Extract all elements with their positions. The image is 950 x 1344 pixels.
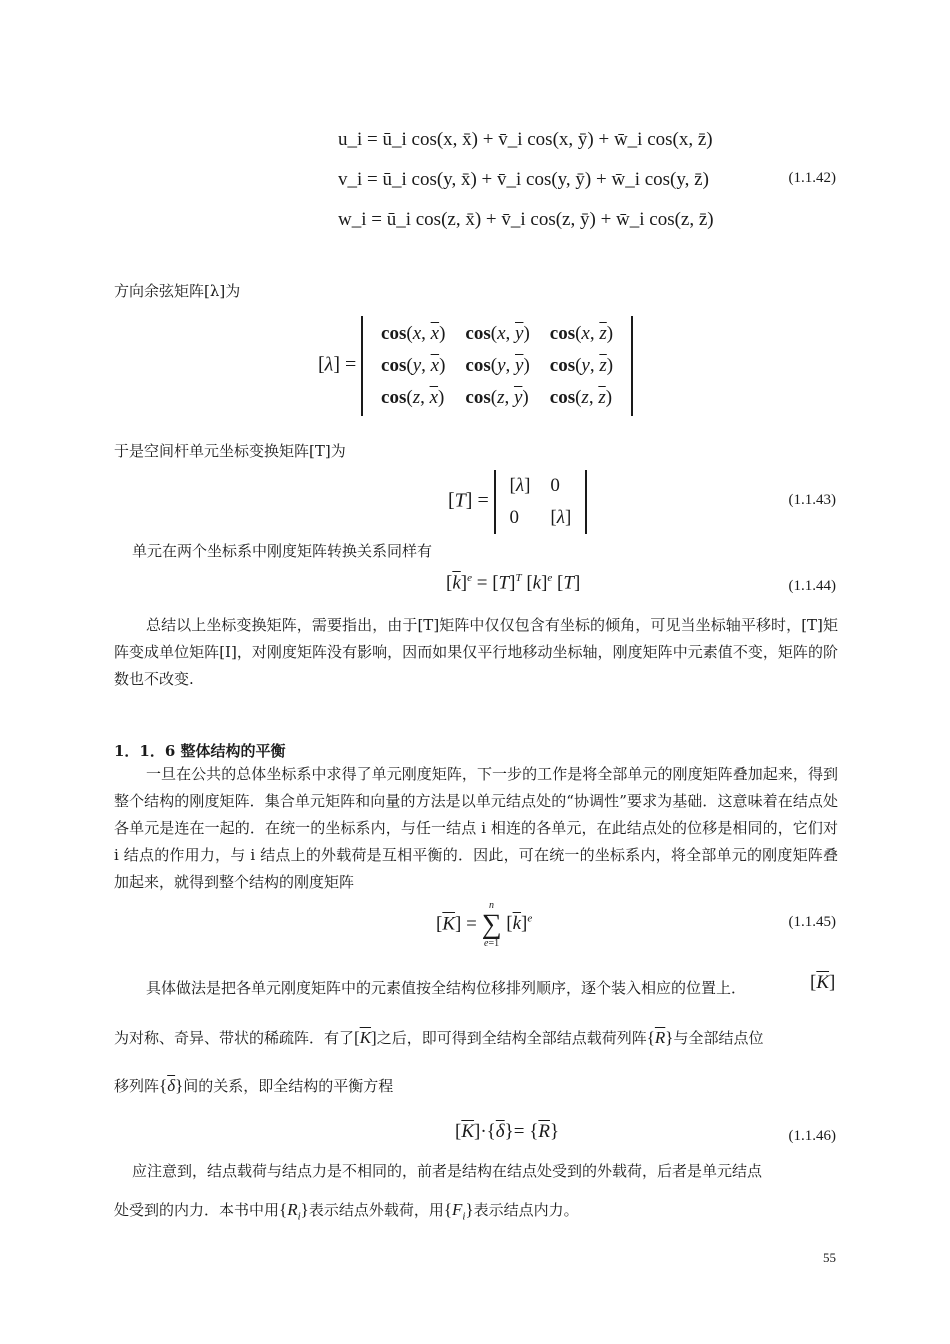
- note-text: 处受到的内力．本书中用: [114, 1201, 280, 1219]
- note-text: 表示结点外载荷，用: [308, 1201, 444, 1219]
- stiffness-intro-text: 单元在两个坐标系中刚度矩阵转换关系同样有: [132, 542, 433, 560]
- equation-row: u_i = ū_i cos(x, x̄) + v̄_i cos(x, ȳ) + w̄_i cos(x, z̄): [338, 129, 713, 150]
- transform-matrix: [λ] 0 0 [λ]: [494, 470, 588, 534]
- equation-number: (1.1.46): [788, 1128, 836, 1144]
- equation-row: w_i = ū_i cos(z, x̄) + v̄_i cos(z, ȳ) + w̄_i cos(z, z̄): [338, 209, 714, 230]
- section-paragraph: 一旦在公共的总体坐标系中求得了单元刚度矩阵，下一步的工作是将全部单元的刚度矩阵叠加起来，得到整个结构的刚度矩阵．集合单元矩阵和向量的方法是以单元结点处的“协调性”要求为基础．这意味着在结点处各单元是连在一起的．在统一的坐标系内，与任一结点 i 相连的各单元，在此结点处的位移是相同的，它们对 i 结点的作用力，与 i 结点上的外载荷是互相平衡的．因此，可在统一的坐标系内，将全部单元的刚度矩阵叠加起来，就得到整个结构的刚度矩阵: [114, 765, 838, 891]
- equation-number: (1.1.45): [788, 914, 836, 930]
- equation-number: (1.1.42): [788, 170, 836, 186]
- equation-number: (1.1.43): [788, 492, 836, 508]
- note-paragraph-line-1: 应注意到，结点载荷与结点力是不相同的，前者是结构在结点处受到的外载荷，后者是单元结点: [132, 1162, 763, 1180]
- equation-1-1-45: $[\overline{K}]$ = n ∑ e=1 $[\overline{k}]^e$: [436, 900, 533, 949]
- method-text: 具体做法是把各单元刚度矩阵中的元素值按全结构位移排列顺序，逐个装入相应的位置上．: [146, 979, 747, 997]
- r-symbol: $\{\overline{R}\}$: [646, 1028, 674, 1047]
- equation-1-1-42: [338, 120, 714, 240]
- method-text: 移列阵: [114, 1077, 160, 1095]
- fi-symbol: $\{F_i\}$: [443, 1200, 474, 1223]
- summary-paragraph: 总结以上坐标变换矩阵，需要指出，由于[T]矩阵中仅仅包含有坐标的倾角，可见当坐标轴平移时，[T]矩阵变成单位矩阵[I]，对刚度矩阵没有影响，因而如果仅平行地移动坐标轴，刚度矩阵中元素值不变，矩阵的阶数也不改变.: [114, 616, 838, 688]
- method-paragraph-line-2: [114, 1024, 838, 1052]
- lambda-matrix-equation: [λ] = cos(x, $\overline{x}$) cos(x, $\overline{y}$) cos(x, $\overline{z}$) cos(y, $\overline{x}$) cos(y, $\overline{y}$) cos(y, $\overline{z}$) cos(z, $\overline{x}$) cos(z, $\overline{y}$) cos(z, $\overline{z}$): [318, 316, 633, 416]
- ri-symbol: $\{R_i\}$: [279, 1200, 309, 1223]
- k-symbol: $[\overline{K}]$: [810, 972, 836, 993]
- section-heading: 1．1．6 整体结构的平衡: [114, 742, 286, 760]
- method-text: 之后，即可得到全结构全部结点载荷列阵: [376, 1029, 647, 1047]
- equation-number: (1.1.44): [788, 578, 836, 594]
- method-text: 间的关系，即全结构的平衡方程: [183, 1077, 394, 1095]
- method-paragraph-line-1: [114, 975, 814, 1002]
- equation-1-1-44: $[\overline{k}]^e = [T]^T$ $[k]^e$ [T]: [446, 572, 581, 594]
- method-text: 与全部结点位: [673, 1029, 764, 1047]
- method-paragraph-line-3: [114, 1072, 838, 1100]
- equation-row: v_i = ū_i cos(y, x̄) + v̄_i cos(y, ȳ) + w̄_i cos(y, z̄): [338, 169, 709, 190]
- t-intro-text: 于是空间杆单元坐标变换矩阵[T]为: [114, 442, 346, 460]
- k-symbol: $[\overline{K}]$: [354, 1028, 377, 1047]
- equation-1-1-43: [T] = [λ] 0 0 [λ]: [448, 470, 587, 534]
- lambda-intro-text: 方向余弦矩阵[λ]为: [114, 282, 241, 300]
- note-paragraph-line-2: [114, 1196, 838, 1230]
- note-text: 表示结点内力。: [473, 1201, 579, 1219]
- direction-cosine-matrix: cos(x, $\overline{x}$) cos(x, $\overline{y}$) cos(x, $\overline{z}$) cos(y, $\overline{x}$) cos(y, $\overline{y}$) cos(y, $\overline{z}$) cos(z, $\overline{x}$) cos(z, $\overline{y}$) cos(z, $\overline{z}$): [361, 316, 633, 416]
- page-number: 55: [823, 1250, 836, 1265]
- method-text: 为对称、奇异、带状的稀疏阵．有了: [114, 1029, 355, 1047]
- equation-1-1-46: $[\overline{K}]\cdot\{\overline{\delta}\}= \{\overline{R}\}$: [455, 1121, 560, 1142]
- delta-symbol: $\{\overline{\delta}\}$: [159, 1076, 184, 1095]
